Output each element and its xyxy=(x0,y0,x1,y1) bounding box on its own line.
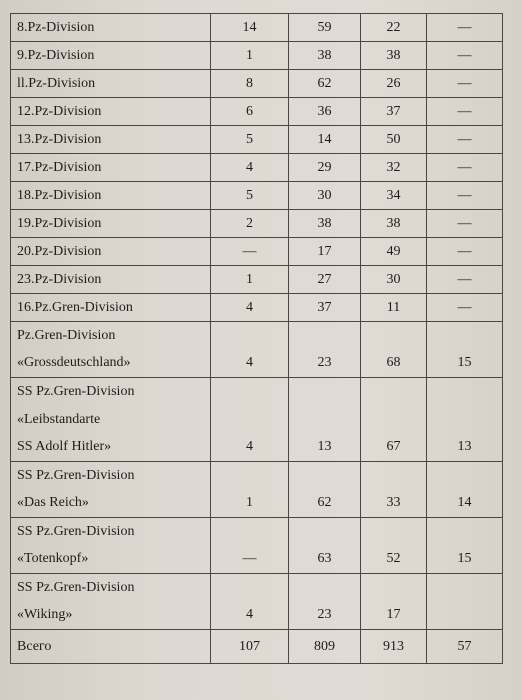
total-row xyxy=(11,630,503,664)
value-cell: 29 xyxy=(289,154,361,182)
value-cell xyxy=(427,602,503,630)
value-cell: 4 xyxy=(211,294,289,322)
division-name-cell: 9.Pz-Division xyxy=(11,42,211,70)
value-cell xyxy=(361,518,427,546)
value-cell: — xyxy=(427,14,503,42)
table-row xyxy=(11,378,503,406)
value-cell: — xyxy=(427,98,503,126)
division-name-cell: «Grossdeutschland» xyxy=(11,350,211,378)
value-cell: 37 xyxy=(289,294,361,322)
value-cell: 17 xyxy=(289,238,361,266)
division-name-cell: «Wiking» xyxy=(11,602,211,630)
division-name-cell: «Das Reich» xyxy=(11,490,211,518)
division-name-cell: SS Adolf Hitler» xyxy=(11,434,211,462)
division-name-cell: ll.Pz-Division xyxy=(11,70,211,98)
value-cell xyxy=(361,574,427,602)
value-cell: 22 xyxy=(361,14,427,42)
division-name-cell: SS Pz.Gren-Division xyxy=(11,574,211,602)
value-cell: — xyxy=(427,294,503,322)
value-cell: 4 xyxy=(211,602,289,630)
value-cell: 4 xyxy=(211,434,289,462)
value-cell xyxy=(289,518,361,546)
value-cell: 2 xyxy=(211,210,289,238)
value-cell xyxy=(361,462,427,490)
division-name-cell: «Totenkopf» xyxy=(11,546,211,574)
value-cell: 15 xyxy=(427,546,503,574)
value-cell: 15 xyxy=(427,350,503,378)
value-cell: 13 xyxy=(427,434,503,462)
table-row xyxy=(11,210,503,238)
value-cell: 38 xyxy=(289,42,361,70)
value-cell: 38 xyxy=(361,210,427,238)
value-cell: — xyxy=(427,210,503,238)
value-cell: 52 xyxy=(361,546,427,574)
value-cell xyxy=(211,322,289,350)
value-cell: 30 xyxy=(361,266,427,294)
division-name-cell: 23.Pz-Division xyxy=(11,266,211,294)
value-cell: 50 xyxy=(361,126,427,154)
table-row xyxy=(11,490,503,518)
division-name-cell: 12.Pz-Division xyxy=(11,98,211,126)
value-cell: 4 xyxy=(211,154,289,182)
value-cell: 27 xyxy=(289,266,361,294)
value-cell: 59 xyxy=(289,14,361,42)
value-cell: — xyxy=(427,70,503,98)
value-cell: 23 xyxy=(289,350,361,378)
table-row xyxy=(11,462,503,490)
total-label-cell: Всего xyxy=(11,630,211,664)
value-cell: 11 xyxy=(361,294,427,322)
value-cell: 26 xyxy=(361,70,427,98)
value-cell xyxy=(211,406,289,434)
table-row xyxy=(11,126,503,154)
value-cell: — xyxy=(211,546,289,574)
value-cell xyxy=(289,322,361,350)
value-cell: 68 xyxy=(361,350,427,378)
division-name-cell: 17.Pz-Division xyxy=(11,154,211,182)
value-cell: 14 xyxy=(427,490,503,518)
table-row xyxy=(11,294,503,322)
value-cell: — xyxy=(427,154,503,182)
value-cell: 13 xyxy=(289,434,361,462)
division-table xyxy=(10,13,503,664)
division-name-cell: SS Pz.Gren-Division xyxy=(11,378,211,406)
value-cell: 1 xyxy=(211,490,289,518)
table-body xyxy=(11,14,503,664)
value-cell: — xyxy=(427,126,503,154)
value-cell xyxy=(211,574,289,602)
table-row xyxy=(11,238,503,266)
division-name-cell: 19.Pz-Division xyxy=(11,210,211,238)
value-cell: 63 xyxy=(289,546,361,574)
value-cell: 14 xyxy=(289,126,361,154)
table-row xyxy=(11,322,503,350)
value-cell: 67 xyxy=(361,434,427,462)
value-cell: 37 xyxy=(361,98,427,126)
value-cell: 32 xyxy=(361,154,427,182)
table-row xyxy=(11,518,503,546)
value-cell: — xyxy=(427,238,503,266)
value-cell xyxy=(289,406,361,434)
value-cell xyxy=(211,378,289,406)
value-cell: — xyxy=(427,42,503,70)
division-name-cell: SS Pz.Gren-Division xyxy=(11,518,211,546)
value-cell: 14 xyxy=(211,14,289,42)
value-cell xyxy=(211,518,289,546)
division-name-cell: 18.Pz-Division xyxy=(11,182,211,210)
value-cell: 8 xyxy=(211,70,289,98)
value-cell: 30 xyxy=(289,182,361,210)
value-cell: 34 xyxy=(361,182,427,210)
value-cell xyxy=(211,462,289,490)
value-cell: — xyxy=(211,238,289,266)
value-cell xyxy=(427,574,503,602)
value-cell: 17 xyxy=(361,602,427,630)
value-cell: 1 xyxy=(211,42,289,70)
value-cell: 62 xyxy=(289,70,361,98)
value-cell: 1 xyxy=(211,266,289,294)
value-cell xyxy=(289,462,361,490)
value-cell xyxy=(289,574,361,602)
table-row xyxy=(11,574,503,602)
value-cell: 36 xyxy=(289,98,361,126)
table-row xyxy=(11,434,503,462)
table-row xyxy=(11,98,503,126)
division-name-cell: 8.Pz-Division xyxy=(11,14,211,42)
value-cell: 5 xyxy=(211,182,289,210)
table-row xyxy=(11,266,503,294)
value-cell xyxy=(361,406,427,434)
total-value-cell: 57 xyxy=(427,630,503,664)
division-name-cell: 20.Pz-Division xyxy=(11,238,211,266)
table-row xyxy=(11,182,503,210)
value-cell: 62 xyxy=(289,490,361,518)
value-cell: 5 xyxy=(211,126,289,154)
value-cell xyxy=(427,462,503,490)
value-cell: 23 xyxy=(289,602,361,630)
value-cell: 6 xyxy=(211,98,289,126)
value-cell: 38 xyxy=(289,210,361,238)
table-row xyxy=(11,602,503,630)
value-cell xyxy=(361,322,427,350)
table-row xyxy=(11,42,503,70)
division-name-cell: Pz.Gren-Division xyxy=(11,322,211,350)
value-cell xyxy=(427,406,503,434)
value-cell: 33 xyxy=(361,490,427,518)
total-value-cell: 809 xyxy=(289,630,361,664)
table-row xyxy=(11,154,503,182)
value-cell xyxy=(427,518,503,546)
table-row xyxy=(11,350,503,378)
division-name-cell: «Leibstandarte xyxy=(11,406,211,434)
total-value-cell: 107 xyxy=(211,630,289,664)
total-value-cell: 913 xyxy=(361,630,427,664)
value-cell: 38 xyxy=(361,42,427,70)
table-row xyxy=(11,406,503,434)
table-row xyxy=(11,70,503,98)
division-name-cell: 13.Pz-Division xyxy=(11,126,211,154)
value-cell xyxy=(289,378,361,406)
value-cell xyxy=(427,378,503,406)
table-row xyxy=(11,14,503,42)
division-name-cell: SS Pz.Gren-Division xyxy=(11,462,211,490)
value-cell xyxy=(427,322,503,350)
value-cell: 49 xyxy=(361,238,427,266)
value-cell: 4 xyxy=(211,350,289,378)
value-cell: — xyxy=(427,266,503,294)
division-name-cell: 16.Pz.Gren-Division xyxy=(11,294,211,322)
value-cell: — xyxy=(427,182,503,210)
value-cell xyxy=(361,378,427,406)
table-row xyxy=(11,546,503,574)
